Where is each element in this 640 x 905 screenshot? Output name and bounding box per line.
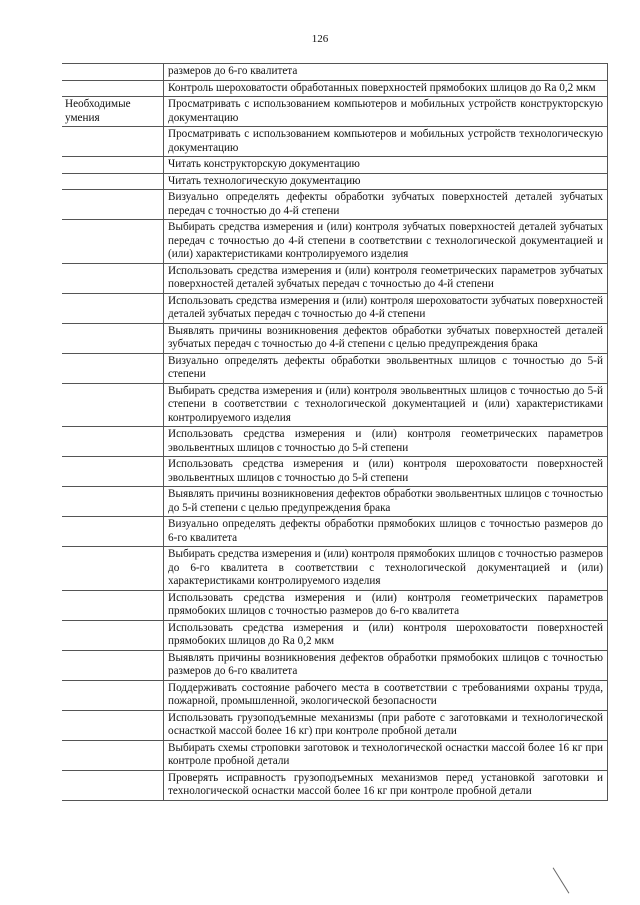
row-category: [62, 591, 163, 620]
row-description: Выявлять причины возникновения дефектов обработки эвольвентных шлицов с точностью до 5-й степени с целью предупреждения брака: [163, 487, 608, 516]
row-category: [62, 324, 163, 353]
page-number: 126: [311, 33, 329, 45]
table-row: [62, 591, 608, 621]
row-description: Проверять исправность грузоподъемных механизмов перед установкой заготовки и технологической оснастки массой более 16 кг при контроле пробной детали: [163, 771, 608, 800]
table-row: [62, 81, 608, 98]
row-category: [62, 711, 163, 740]
table-row: [62, 264, 608, 294]
row-category: [62, 127, 163, 156]
table-row: [62, 487, 608, 517]
table-row: [62, 681, 608, 711]
row-category: [62, 771, 163, 800]
row-category: [62, 621, 163, 650]
table-row: [62, 741, 608, 771]
row-description: Выявлять причины возникновения дефектов обработки зубчатых поверхностей деталей зубчатых передач с точностью до 4-й степени с целью предупреждения брака: [163, 324, 608, 353]
row-description: размеров до 6-го квалитета: [163, 64, 608, 80]
row-description: Использовать средства измерения и (или) контроля геометрических параметров эвольвентных шлицов с точностью до 5-й степени: [163, 427, 608, 456]
table-row: [62, 127, 608, 157]
table-row: [62, 294, 608, 324]
row-category: [62, 64, 163, 80]
row-description: Визуально определять дефекты обработки прямобоких шлицов с точностью размеров до 6-го квалитета: [163, 517, 608, 546]
row-description: Выбирать средства измерения и (или) контроля эвольвентных шлицов с точностью до 5-й степени в соответствии с технологической документацией и (или) характеристиками контролируемого изделия: [163, 384, 608, 427]
row-category: [62, 174, 163, 190]
row-description: Использовать грузоподъемные механизмы (при работе с заготовками и технологической оснасткой массой более 16 кг) при контроле пробной детали: [163, 711, 608, 740]
row-description: Выбирать схемы строповки заготовок и технологической оснастки массой более 16 кг при контроле пробной детали: [163, 741, 608, 770]
row-description: Визуально определять дефекты обработки эвольвентных шлицов с точностью до 5-й степени: [163, 354, 608, 383]
row-description: Читать технологическую документацию: [163, 174, 608, 190]
table-row: [62, 354, 608, 384]
row-category: Необходимые умения: [65, 98, 131, 124]
row-description: Просматривать с использованием компьютеров и мобильных устройств технологическую документацию: [163, 127, 608, 156]
row-description: Визуально определять дефекты обработки зубчатых поверхностей деталей зубчатых передач с точностью до 4-й степени: [163, 190, 608, 219]
table-row: [62, 97, 608, 127]
row-category: [62, 264, 163, 293]
row-category: [62, 157, 163, 173]
skills-table: [62, 63, 608, 801]
table-row: [62, 220, 608, 264]
row-category: [62, 354, 163, 383]
row-category: [62, 517, 163, 546]
row-description: Выбирать средства измерения и (или) контроля зубчатых поверхностей деталей зубчатых передач с точностью до 4-й степени в соответствии с технологической документацией и (или) характеристиками контролируемого изделия: [163, 220, 608, 263]
table-row: [62, 324, 608, 354]
row-category: [62, 651, 163, 680]
row-category: [62, 81, 163, 97]
row-description: Просматривать с использованием компьютеров и мобильных устройств конструкторскую документацию: [163, 97, 608, 126]
table-row: [62, 157, 608, 174]
row-description: Выбирать средства измерения и (или) контроля прямобоких шлицов с точностью размеров до 6-го квалитета в соответствии с технологической документацией и (или) характеристиками контролируемого изделия: [163, 547, 608, 590]
row-description: Поддерживать состояние рабочего места в соответствии с требованиями охраны труда, пожарной, промышленной, экологической безопасности: [163, 681, 608, 710]
row-category: [62, 487, 163, 516]
row-description: Выявлять причины возникновения дефектов обработки прямобоких шлицов с точностью размеров до 6-го квалитета: [163, 651, 608, 680]
row-category: [62, 427, 163, 456]
row-category: [62, 457, 163, 486]
table-row: [62, 517, 608, 547]
row-category: [62, 294, 163, 323]
table-row: [62, 64, 608, 81]
row-description: Читать конструкторскую документацию: [163, 157, 608, 173]
table-row: [62, 771, 608, 801]
row-description: Использовать средства измерения и (или) контроля шероховатости поверхностей прямобоких шлицов до Ra 0,2 мкм: [163, 621, 608, 650]
row-description: Использовать средства измерения и (или) контроля геометрических параметров зубчатых поверхностей деталей зубчатых передач с точностью до 4-й степени: [163, 264, 608, 293]
row-description: Использовать средства измерения и (или) контроля геометрических параметров прямобоких шлицов с точностью размеров до 6-го квалитета: [163, 591, 608, 620]
row-description: Контроль шероховатости обработанных поверхностей прямобоких шлицов до Ra 0,2 мкм: [163, 81, 608, 97]
table-row: [62, 711, 608, 741]
row-category: [62, 190, 163, 219]
table-row: [62, 651, 608, 681]
pen-mark: [553, 868, 570, 894]
table-row: [62, 621, 608, 651]
table-row: [62, 190, 608, 220]
table-row: [62, 384, 608, 428]
row-description: Использовать средства измерения и (или) контроля шероховатости поверхностей эвольвентных шлицов с точностью до 5-й степени: [163, 457, 608, 486]
row-category: [62, 547, 163, 590]
row-category: [62, 384, 163, 427]
row-category: [62, 681, 163, 710]
table-row: [62, 174, 608, 191]
table-row: [62, 427, 608, 457]
row-category: [62, 741, 163, 770]
table-row: [62, 547, 608, 591]
row-category: [62, 220, 163, 263]
table-row: [62, 457, 608, 487]
row-description: Использовать средства измерения и (или) контроля шероховатости зубчатых поверхностей деталей зубчатых передач с точностью до 4-й степени: [163, 294, 608, 323]
